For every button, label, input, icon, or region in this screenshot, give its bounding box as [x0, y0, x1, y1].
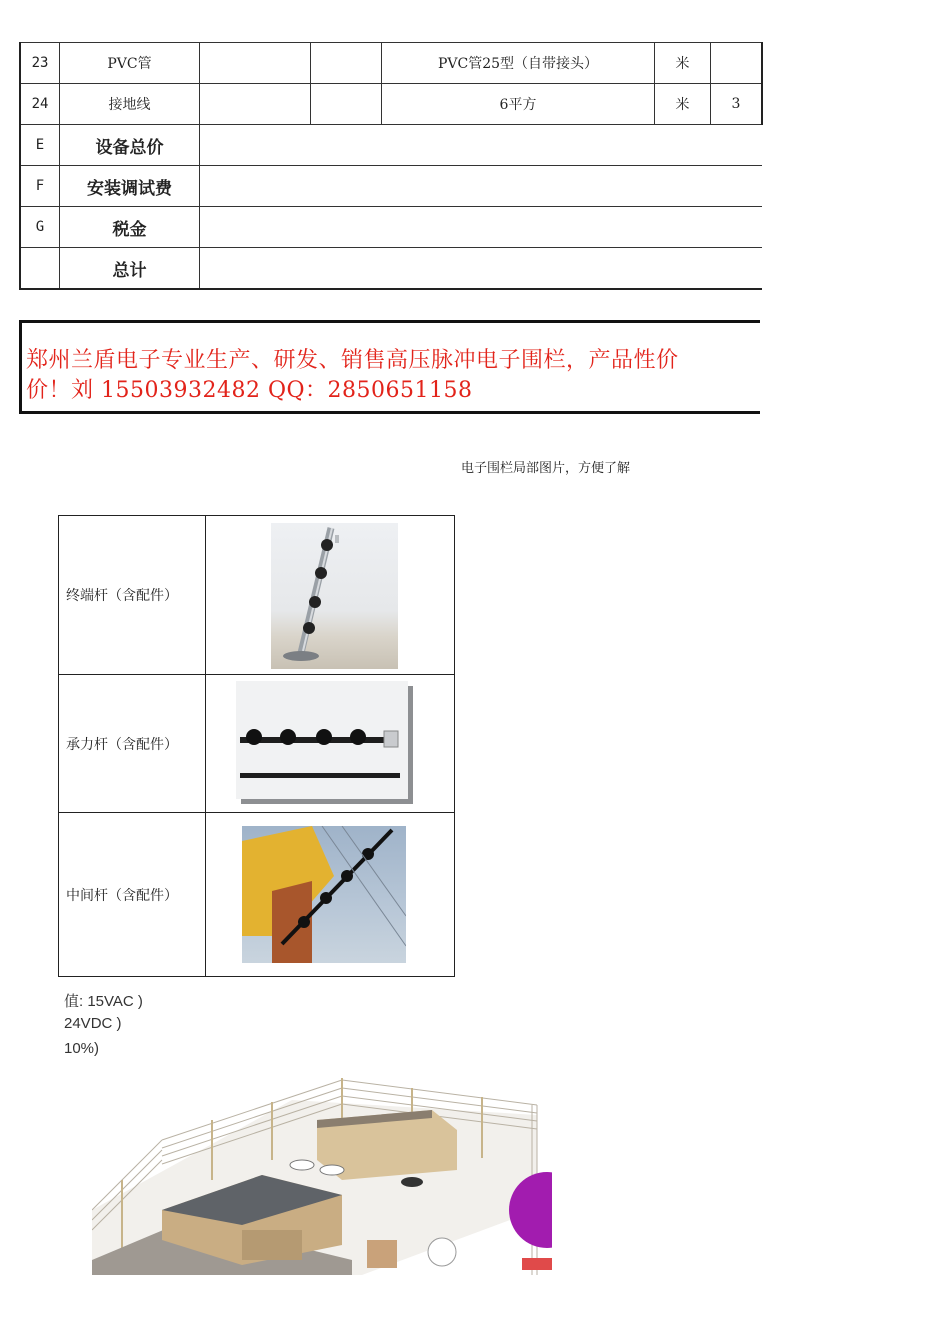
summary-row — [20, 125, 762, 166]
summary-label: 税金 — [60, 207, 200, 248]
summary-row — [20, 166, 762, 207]
summary-code: F — [20, 166, 60, 207]
row-number: 24 — [20, 84, 60, 125]
summary-value — [200, 248, 763, 290]
summary-code: E — [20, 125, 60, 166]
table-row — [59, 813, 455, 977]
item-model — [311, 84, 382, 125]
summary-label: 安装调试费 — [60, 166, 200, 207]
part-photo-cell — [206, 516, 455, 675]
summary-code — [20, 248, 60, 290]
part-label: 承力杆（含配件） — [59, 675, 206, 813]
item-spec: PVC管25型（自带接头） — [382, 43, 655, 84]
part-label: 中间杆（含配件） — [59, 813, 206, 977]
summary-row — [20, 248, 762, 290]
item-spec: 6平方 — [382, 84, 655, 125]
middle-pole-photo — [242, 826, 406, 963]
price-table — [19, 42, 763, 290]
section-caption: 电子围栏局部图片，方便了解 — [461, 461, 631, 476]
parts-table — [58, 515, 455, 977]
spec-line: 10%) — [64, 1040, 100, 1057]
electric-fence-overview-illustration — [92, 1060, 552, 1275]
part-label: 终端杆（含配件） — [59, 516, 206, 675]
tension-pole-photo — [236, 681, 408, 799]
item-quantity — [711, 43, 763, 84]
item-quantity: 3 — [711, 84, 763, 125]
part-photo-cell — [206, 675, 455, 813]
item-name: 接地线 — [60, 84, 200, 125]
table-row — [20, 43, 762, 84]
item-unit: 米 — [655, 84, 711, 125]
item-brand — [200, 43, 311, 84]
summary-label: 总计 — [60, 248, 200, 290]
table-row — [59, 516, 455, 675]
spec-line: 24VDC ) — [64, 1015, 122, 1032]
part-photo-cell — [206, 813, 455, 977]
summary-row — [20, 207, 762, 248]
table-row — [59, 675, 455, 813]
summary-value — [200, 166, 763, 207]
advert-line-2: 价！刘 15503932482 QQ：2850651158 — [26, 378, 473, 403]
advert-line-1: 郑州兰盾电子专业生产、研发、销售高压脉冲电子围栏，产品性价 — [26, 348, 679, 373]
summary-label: 设备总价 — [60, 125, 200, 166]
table-row — [20, 84, 762, 125]
summary-value — [200, 207, 763, 248]
terminal-pole-photo — [271, 523, 398, 669]
advert-box — [19, 320, 760, 414]
item-unit: 米 — [655, 43, 711, 84]
item-name: PVC管 — [60, 43, 200, 84]
item-brand — [200, 84, 311, 125]
summary-value — [200, 125, 763, 166]
row-number: 23 — [20, 43, 60, 84]
summary-code: G — [20, 207, 60, 248]
spec-line: 值: 15VAC ) — [64, 993, 143, 1010]
item-model — [311, 43, 382, 84]
